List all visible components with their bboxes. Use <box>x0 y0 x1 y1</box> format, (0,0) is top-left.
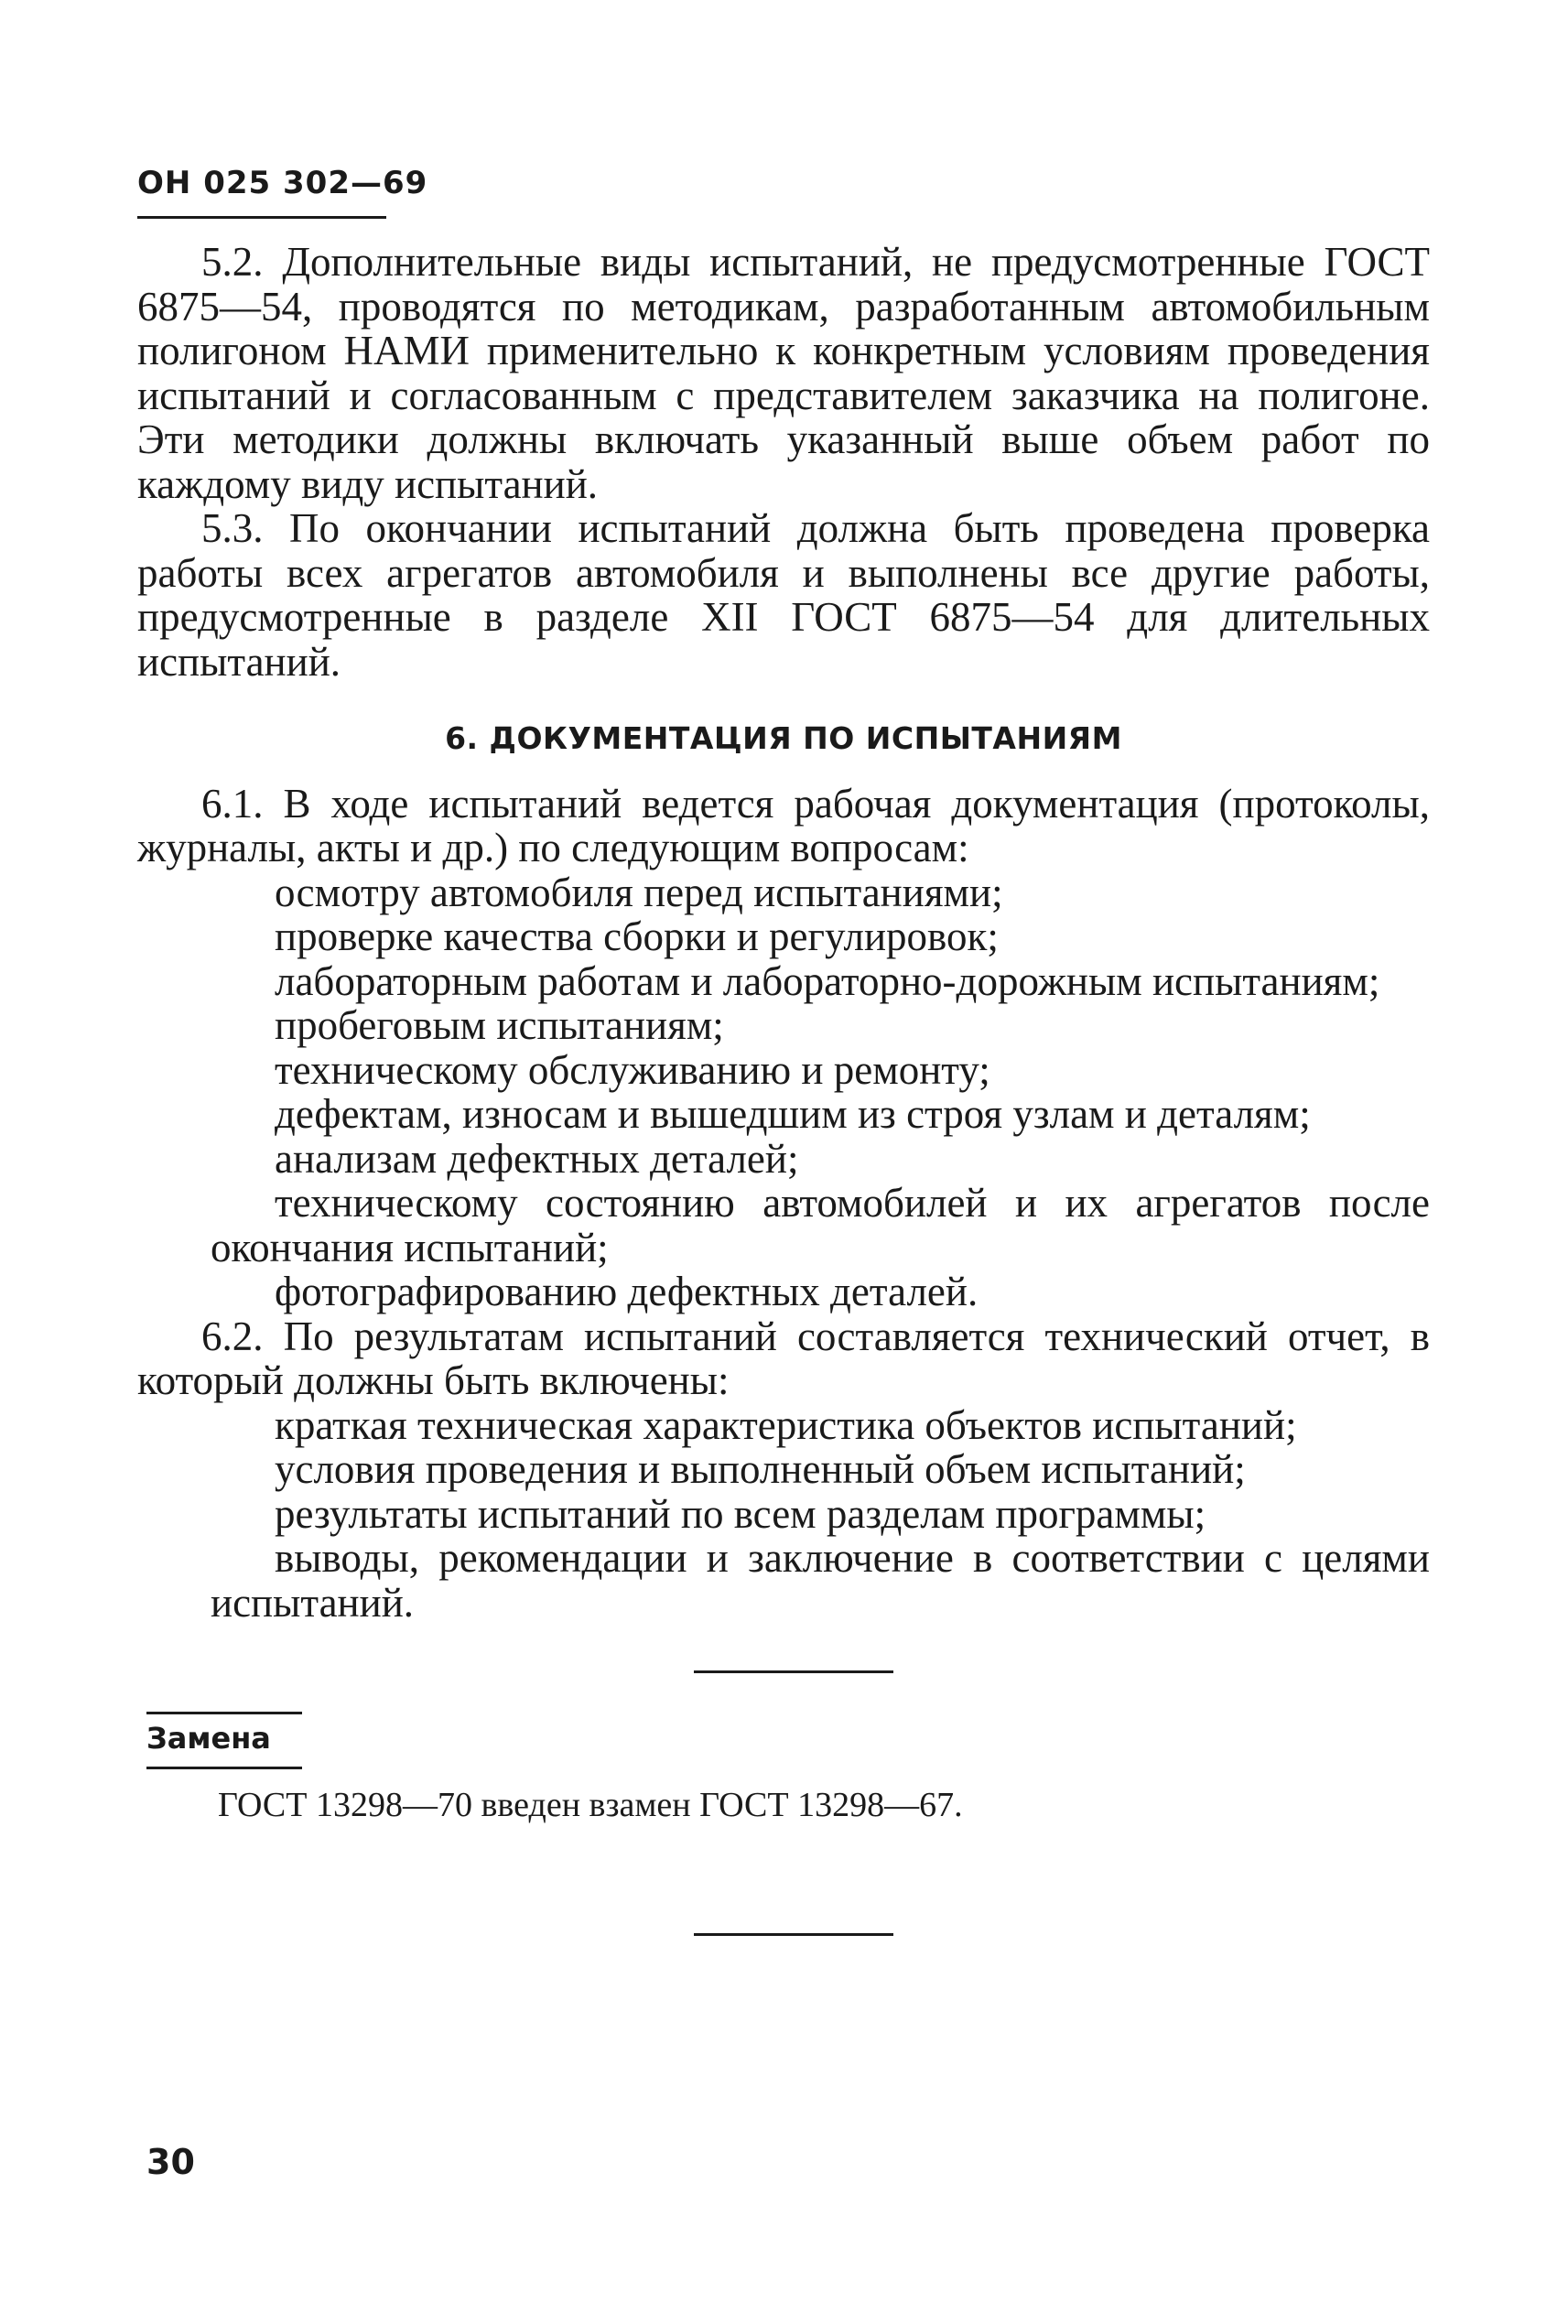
main-text <box>137 240 1430 1625</box>
section-separator <box>694 1670 893 1673</box>
list-item: анализам дефектных деталей; <box>275 1135 799 1182</box>
list-item: пробеговым испытаниям; <box>275 1002 724 1048</box>
page-number: 30 <box>146 2142 195 2182</box>
list-item: результаты испытаний по всем разделам программы; <box>275 1490 1206 1537</box>
replacement-title: Замена <box>146 1721 271 1756</box>
header-underline <box>137 216 386 219</box>
paragraph-5-3: 5.3. По окончании испытаний должна быть проведена проверка работы всех агрегатов автомобиля и выполнены все другие работы, предусмотренные в разделе XII ГОСТ 6875—54 для длительных испытаний. <box>137 505 1430 685</box>
paragraph-6-2: 6.2. По результатам испытаний составляется технический отчет, в который должны быть включены: <box>137 1313 1430 1403</box>
list-item: выводы, рекомендации и заключение в соответствии с целями испытаний. <box>211 1535 1430 1626</box>
replacement-underline <box>146 1767 302 1769</box>
list-item: фотографированию дефектных деталей. <box>275 1269 979 1314</box>
document-code-header: ОН 025 302—69 <box>137 165 428 201</box>
replacement-note: ГОСТ 13298—70 введен взамен ГОСТ 13298—67. <box>218 1786 963 1824</box>
list-item: техническому состоянию автомобилей и их агрегатов после окончания испытаний; <box>211 1180 1430 1270</box>
list-item: краткая техническая характеристика объектов испытаний; <box>275 1401 1297 1448</box>
section-6-title: 6. ДОКУМЕНТАЦИЯ ПО ИСПЫТАНИЯМ <box>445 720 1122 756</box>
list-item: дефектам, износам и вышедшим из строя узлам и деталям; <box>275 1091 1311 1137</box>
list-item: техническому обслуживанию и ремонту; <box>275 1046 990 1093</box>
bottom-separator <box>694 1933 893 1936</box>
paragraph-6-1: 6.1. В ходе испытаний ведется рабочая документация (протоколы, журналы, акты и др.) по следующим вопросам: <box>137 780 1430 870</box>
list-item: проверке качества сборки и регулировок; <box>275 913 999 959</box>
paragraph-5-2: 5.2. Дополнительные виды испытаний, не предусмотренные ГОСТ 6875—54, проводятся по методикам, разработанным автомобильным полигоном НАМИ применительно к конкретным условиям проведения испытаний и согласованным с представителем заказчика на полигоне. Эти методики должны включать указанный выше объем работ по каждому виду испытаний. <box>137 239 1430 507</box>
list-item: условия проведения и выполненный объем испытаний; <box>275 1446 1246 1492</box>
list-item: осмотру автомобиля перед испытаниями; <box>275 869 1003 915</box>
list-item: лабораторным работам и лабораторно-дорожным испытаниям; <box>275 957 1380 1004</box>
replacement-overline <box>146 1712 302 1714</box>
